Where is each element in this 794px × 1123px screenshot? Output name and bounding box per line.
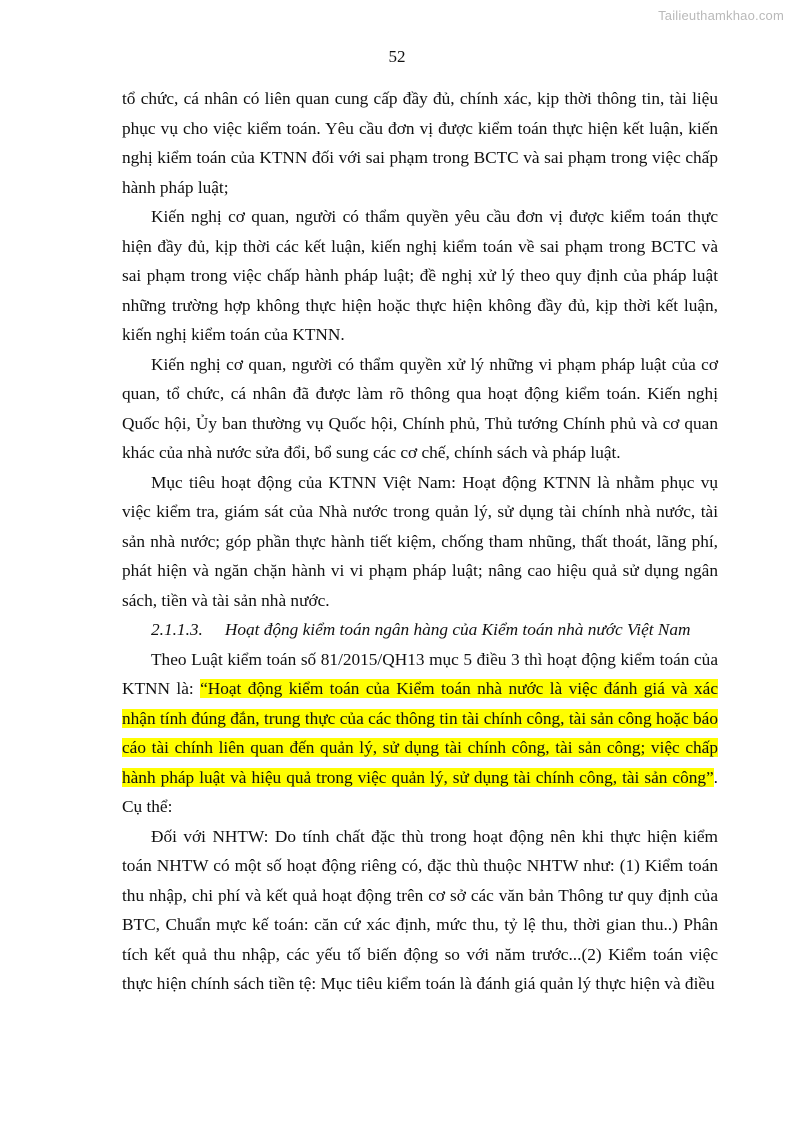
document-body bbox=[122, 84, 718, 999]
highlighted-quote: “Hoạt động kiểm toán của Kiểm toán nhà nước là việc đánh giá và xác nhận tính đúng đắn, trung thực của các thông tin tài chính công, tài sản công hoặc báo cáo tài chính liên quan đến quản lý, sử dụng tài chính công, tài sản công; việc chấp hành pháp luật và hiệu quả trong việc quản lý, sử dụng tài chính công, tài sản công” bbox=[122, 679, 718, 787]
section-title: Hoạt động kiểm toán ngân hàng của Kiểm toán nhà nước Việt Nam bbox=[224, 620, 691, 639]
law-paragraph bbox=[122, 645, 718, 822]
page-number: 52 bbox=[388, 47, 406, 66]
paragraph: Mục tiêu hoạt động của KTNN Việt Nam: Hoạt động KTNN là nhằm phục vụ việc kiểm tra, giám sát của Nhà nước trong quản lý, sử dụng tài chính nhà nước, tài sản nhà nước; góp phần thực hành tiết kiệm, chống tham nhũng, thất thoát, lãng phí, phát hiện và ngăn chặn hành vi vi phạm pháp luật; nâng cao hiệu quả sử dụng ngân sách, tiền và tài sản nhà nước. bbox=[122, 472, 718, 610]
section-number: 2.1.1.3. bbox=[151, 620, 203, 639]
law-intro-text: Theo Luật kiểm toán số 81/2015/QH13 mục 5 điều 3 thì hoạt động kiểm toán của KTNN là: bbox=[122, 649, 718, 698]
law-outro-text: . Cụ thể: bbox=[122, 767, 718, 816]
section-heading bbox=[122, 615, 718, 645]
paragraph: Đối với NHTW: Do tính chất đặc thù trong hoạt động nên khi thực hiện kiểm toán NHTW có một số hoạt động riêng có, đặc thù thuộc NHTW như: (1) Kiểm toán thu nhập, chi phí và kết quả hoạt động trên cơ sở các văn bản Thông tư quy định của BTC, Chuẩn mực kế toán: căn cứ xác định, mức thu, tỷ lệ thu, thời gian thu..) Phân tích kết quả thu nhập, các yếu tố biến động so với năm trước...(2) Kiểm toán việc thực hiện chính sách tiền tệ: Mục tiêu kiểm toán là đánh giá quản lý thực hiện và điều bbox=[122, 826, 718, 993]
paragraph: Kiến nghị cơ quan, người có thẩm quyền xử lý những vi phạm pháp luật của cơ quan, tổ chức, cá nhân đã được làm rõ thông qua hoạt động kiểm toán. Kiến nghị Quốc hội, Ủy ban thường vụ Quốc hội, Chính phủ, Thủ tướng Chính phủ và cơ quan khác của nhà nước sửa đổi, bổ sung các cơ chế, chính sách và pháp luật. bbox=[122, 354, 718, 462]
paragraph: Kiến nghị cơ quan, người có thẩm quyền yêu cầu đơn vị được kiểm toán thực hiện đầy đủ, kịp thời các kết luận, kiến nghị kiểm toán về sai phạm trong BCTC và sai phạm trong việc chấp hành pháp luật; đề nghị xử lý theo quy định của pháp luật những trường hợp không thực hiện hoặc thực hiện không đầy đủ, kịp thời kết luận, kiến nghị kiểm toán của KTNN. bbox=[122, 207, 718, 344]
watermark: Tailieuthamkhao.com bbox=[658, 8, 784, 23]
paragraph-continuation: tổ chức, cá nhân có liên quan cung cấp đầy đủ, chính xác, kịp thời thông tin, tài liệu phục vụ cho việc kiểm toán. Yêu cầu đơn vị được kiểm toán thực hiện kết luận, kiến nghị kiểm toán của KTNN đối với sai phạm trong BCTC và sai phạm trong việc chấp hành pháp luật; bbox=[122, 89, 718, 197]
